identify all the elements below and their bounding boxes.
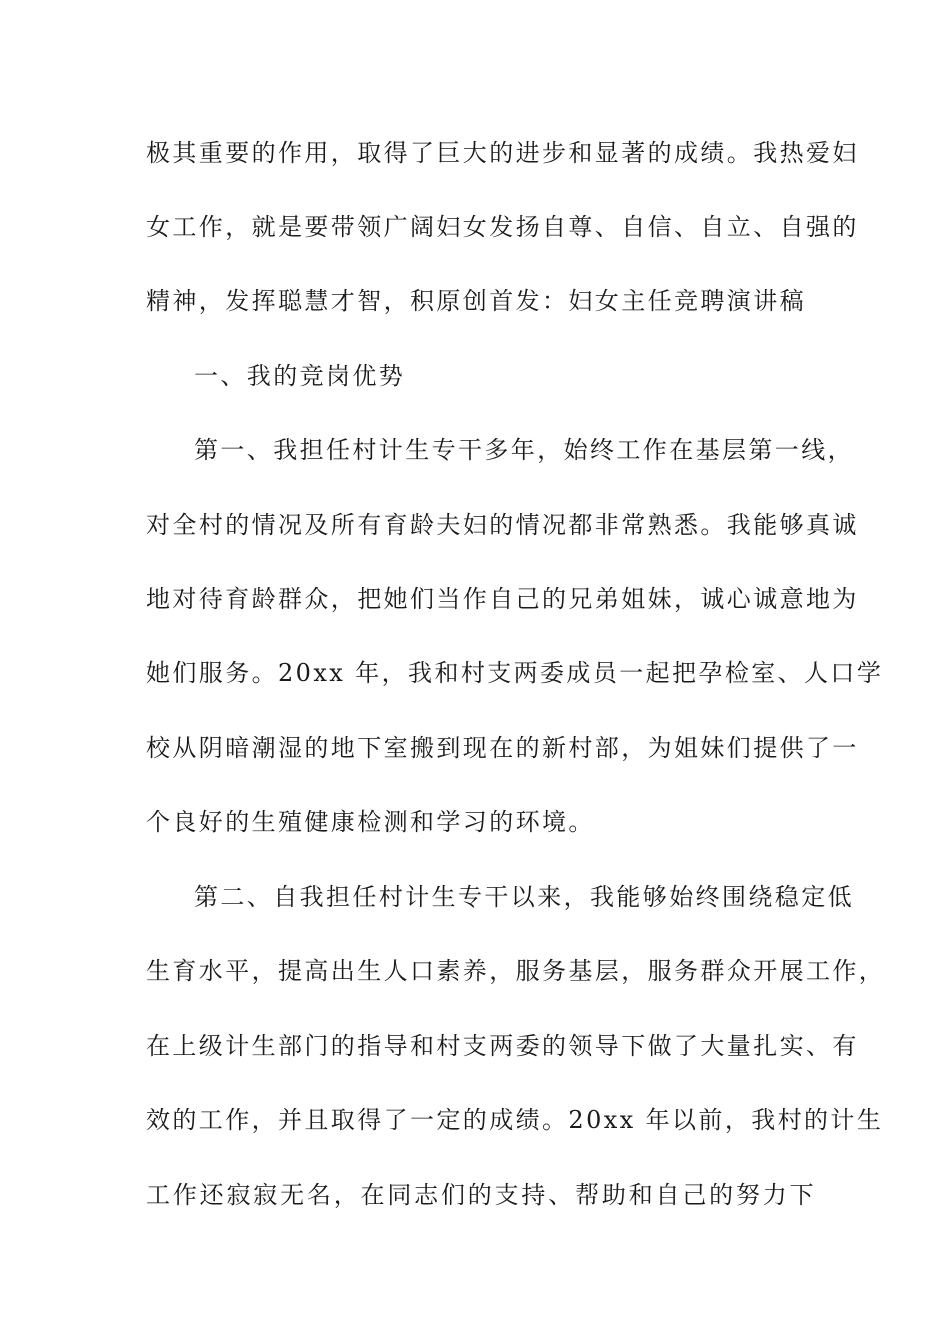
text-line: 个良好的生殖健康检测和学习的环境。 [146,808,595,836]
paragraph-first-line: 第一、我担任村计生专干多年，始终工作在基层第一线， [194,436,854,464]
text-line: 校从阴暗潮湿的地下室搬到现在的新村部，为姐妹们提供了一 [146,734,859,762]
text-line: 效的工作，并且取得了一定的成绩。20xx 年以前，我村的计生 [146,1106,884,1134]
text-line: 精神，发挥聪慧才智，积原创首发：妇女主任竞聘演讲稿 [146,287,806,315]
text-line: 她们服务。20xx 年，我和村支两委成员一起把孕检室、人口学 [146,659,884,687]
text-line: 对全村的情况及所有育龄夫妇的情况都非常熟悉。我能够真诚 [146,511,859,539]
text-line: 工作还寂寂无名，在同志们的支持、帮助和自己的努力下 [146,1181,816,1209]
text-line: 在上级计生部门的指导和村支两委的领导下做了大量扎实、有 [146,1032,859,1060]
section-heading: 一、我的竞岗优势 [194,362,406,390]
text-line: 女工作，就是要带领广阔妇女发扬自尊、自信、自立、自强的 [146,213,859,241]
text-line: 地对待育龄群众，把她们当作自己的兄弟姐妹，诚心诚意地为 [146,585,859,613]
text-line: 生育水平，提高出生人口素养，服务基层，服务群众开展工作， [146,957,886,985]
text-line: 极其重要的作用，取得了巨大的进步和显著的成绩。我热爱妇 [146,139,859,167]
paragraph-first-line: 第二、自我担任村计生专干以来，我能够始终围绕稳定低 [194,883,854,911]
